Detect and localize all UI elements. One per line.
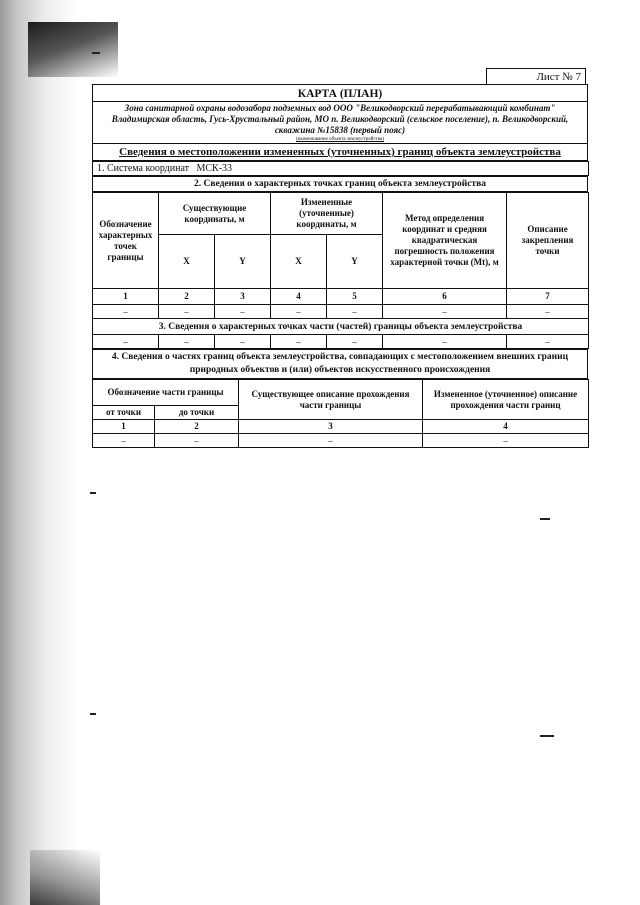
header-table: [92, 84, 588, 161]
col-desc-header: Описание закрепления точки: [507, 193, 589, 289]
scan-mark: [90, 492, 96, 494]
zone-caption: (наименование объекта землеустройства): [93, 136, 588, 144]
table-row: [93, 434, 589, 448]
col-num: 2: [159, 289, 215, 305]
col-y-changed: Y: [327, 235, 383, 289]
column-numbers-row: [93, 420, 589, 434]
points-table: [92, 192, 589, 349]
empty-cell: –: [271, 335, 327, 349]
empty-cell: –: [155, 434, 239, 448]
empty-cell: –: [423, 434, 589, 448]
col-num: 3: [215, 289, 271, 305]
col-point-header: Обозначение характерных точек границы: [93, 193, 159, 289]
empty-cell: –: [507, 305, 589, 319]
section-main-heading: Сведения о местоположении измененных (уточненных) границ объекта землеустройства: [93, 144, 588, 161]
empty-cell: –: [383, 335, 507, 349]
section-4-heading: 4. Сведения о частях границ объекта землеустройства, совпадающих с местоположением внешних границ природных объектов и (или) объектов искусственного происхождения: [93, 350, 588, 379]
empty-cell: –: [159, 305, 215, 319]
scan-corner-bottom: [30, 850, 100, 905]
col-method-header: Метод определения координат и средняя квадратическая погрешность положения характерной точки (Mt), м: [383, 193, 507, 289]
table-row: [93, 305, 589, 319]
empty-cell: –: [93, 434, 155, 448]
document-sheet: [92, 68, 588, 448]
section2-heading-table: [92, 176, 588, 192]
col-num: 6: [383, 289, 507, 305]
zone-description: Зона санитарной охраны водозабора подземных вод ООО "Великодворский перерабатывающий комбинат" Владимирская область, Гусь-Хрустальный район, МО п. Великодворский (сельское поселение), п. Великодворский, скважина №15838 (первый пояс): [93, 102, 588, 137]
empty-cell: –: [93, 335, 159, 349]
col-to-point: до точки: [155, 406, 239, 420]
coord-system-table: [92, 161, 589, 176]
col-x-changed: X: [271, 235, 327, 289]
empty-cell: –: [215, 305, 271, 319]
col-changed-desc-header: Измененное (уточненное) описание прохождения части границ: [423, 380, 589, 420]
col-num: 4: [271, 289, 327, 305]
col-y-existing: Y: [215, 235, 271, 289]
col-num: 3: [239, 420, 423, 434]
empty-cell: –: [327, 305, 383, 319]
empty-cell: –: [327, 335, 383, 349]
scan-mark: [540, 518, 550, 520]
empty-cell: –: [239, 434, 423, 448]
col-num: 2: [155, 420, 239, 434]
col-num: 7: [507, 289, 589, 305]
parts-table: [92, 379, 589, 448]
document-title: КАРТА (ПЛАН): [93, 85, 588, 102]
col-num: 5: [327, 289, 383, 305]
empty-cell: –: [507, 335, 589, 349]
table-row: [93, 335, 589, 349]
col-from-point: от точки: [93, 406, 155, 420]
col-num: 4: [423, 420, 589, 434]
col-changed-header: Измененные (уточненные) координаты, м: [271, 193, 383, 235]
scan-mark: [90, 713, 96, 715]
col-x-existing: X: [159, 235, 215, 289]
empty-cell: –: [383, 305, 507, 319]
empty-cell: –: [215, 335, 271, 349]
section4-heading-table: [92, 349, 588, 379]
col-num: 1: [93, 289, 159, 305]
column-numbers-row: [93, 289, 589, 305]
empty-cell: –: [159, 335, 215, 349]
col-part-header: Обозначение части границы: [93, 380, 239, 406]
sheet-number: Лист № 7: [486, 68, 586, 84]
section-3-heading: 3. Сведения о характерных точках части (частей) границы объекта землеустройства: [93, 319, 589, 335]
empty-cell: –: [93, 305, 159, 319]
scan-mark: [92, 52, 100, 54]
scan-shadow-edge: [0, 0, 80, 905]
col-existing-desc-header: Существующее описание прохождения части границы: [239, 380, 423, 420]
col-existing-header: Существующие координаты, м: [159, 193, 271, 235]
coord-system-label: 1. Система координат: [93, 162, 193, 176]
section-2-heading: 2. Сведения о характерных точках границ объекта землеустройства: [93, 177, 588, 192]
scan-mark: [540, 735, 554, 737]
coord-system-value: МСК-33: [193, 162, 589, 176]
col-num: 1: [93, 420, 155, 434]
empty-cell: –: [271, 305, 327, 319]
